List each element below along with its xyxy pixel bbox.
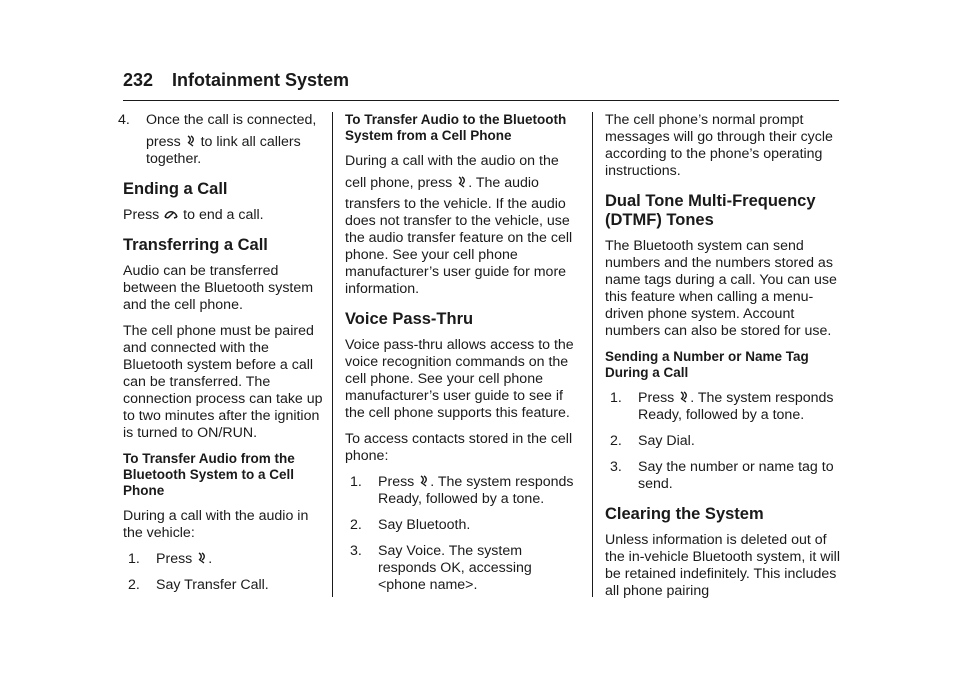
step-1: 1. Press . The system responds Ready, followed by a tone. — [610, 390, 834, 423]
heading-clearing-the-system: Clearing the System — [605, 505, 764, 523]
paragraph: Voice pass-thru allows access to the voice recognition commands on the cell phone. See your cell phone manufacturer’s user guide to see if the cell phone supports this feature. — [345, 337, 574, 421]
step-1: 1. Press . — [128, 551, 213, 567]
step-2: 2. Say Bluetooth. — [350, 517, 471, 533]
column-2: To Transfer Audio to the Bluetooth System from a Cell Phone During a call with the audio on the cell phone, press . The audio transfers to the vehicle. If the audio does not transfer to the vehicle, use the audio transfer feature on the cell phone. See your cell phone manufacturer’s user guide for more information. Voice Pass-Thru Voice pass-thru allows access to the voice recognition commands on the cell phone. See your cell phone manufacturer’s user guide to see if the cell phone supports this feature. To access contacts stored in the cell phone: 1. Press . The system responds Ready, followed by a tone. 2. Say Bluetooth. 3. Say Voice. The system responds OK, accessing <phone name>. — [345, 112, 580, 603]
subheading-to-cell-phone: To Transfer Audio from the Bluetooth System to a Cell Phone — [123, 451, 295, 498]
column-divider — [592, 112, 593, 597]
paragraph: Audio can be transferred between the Bluetooth system and the cell phone. — [123, 263, 314, 313]
page-number: 232 — [123, 70, 154, 90]
column-3 — [605, 112, 840, 609]
end-call-icon — [164, 208, 178, 220]
heading-ending-a-call: Ending a Call — [123, 180, 228, 198]
heading-voice-pass-thru: Voice Pass-Thru — [345, 310, 474, 328]
paragraph: To access contacts stored in the cell phone: — [345, 431, 573, 464]
column-1: 4. Once the call is connected, press to link all callers together. Ending a Call Press to end a call. Transferring a Call Audio can be transferred between the Bluetooth system and the cell phone. The cell phone must be paired and connected with the Bluetooth system before a call can be transferred. The connection process can take up to two minutes after the ignition is turned to ON/RUN. To Transfer Audio from the Bluetooth System to a Cell Phone During a call with the audio in the vehicle: 1. Press . 2. Say Transfer Call. — [118, 112, 323, 593]
column-divider — [332, 112, 333, 597]
paragraph: transfers to the vehicle. If the audio does not transfer to the vehicle, use the audio transfer feature on the cell phone. See your cell phone manufacturer’s user guide for more information. — [345, 196, 573, 297]
step-2: 2. Say Transfer Call. — [128, 577, 269, 593]
step-4: 4. Once the call is connected, press to link all callers together. — [118, 112, 317, 167]
paragraph: The cell phone’s normal prompt messages will go through their cycle according to the phone’s operating instructions. — [605, 112, 833, 179]
step-3: 3. Say the number or name tag to send. — [610, 459, 834, 492]
subheading-sending-number: Sending a Number or Name Tag During a Call — [605, 349, 809, 380]
push-to-talk-icon — [186, 135, 196, 147]
page-header — [123, 70, 839, 101]
push-to-talk-icon — [419, 475, 429, 487]
push-to-talk-icon — [679, 391, 689, 403]
paragraph: Unless information is deleted out of the in-vehicle Bluetooth system, it will be retained indefinitely. This includes all phone pairing — [605, 532, 840, 599]
paragraph: The Bluetooth system can send numbers and the numbers stored as name tags during a call. You can use this feature when calling a menu-driven phone system. Account numbers can also be stored for use. — [605, 238, 837, 339]
push-to-talk-icon — [457, 176, 467, 188]
heading-transferring-a-call: Transferring a Call — [123, 236, 268, 254]
push-to-talk-icon — [197, 552, 207, 564]
section-title: Infotainment System — [172, 70, 350, 90]
step-1: 1. Press . The system responds Ready, followed by a tone. — [350, 474, 574, 507]
paragraph: During a call with the audio in the vehicle: — [123, 508, 309, 541]
step-2: 2. Say Dial. — [610, 433, 695, 449]
heading-dtmf-tones: Dual Tone Multi-Frequency (DTMF) Tones — [605, 192, 816, 229]
paragraph: The cell phone must be paired and connected with the Bluetooth system before a call can be transferred. The connection process can take up to two minutes after the ignition is turned to ON/RUN. — [123, 323, 323, 441]
subheading-to-bluetooth: To Transfer Audio to the Bluetooth System from a Cell Phone — [345, 112, 567, 143]
step-3: 3. Say Voice. The system responds OK, accessing <phone name>. — [350, 543, 532, 593]
